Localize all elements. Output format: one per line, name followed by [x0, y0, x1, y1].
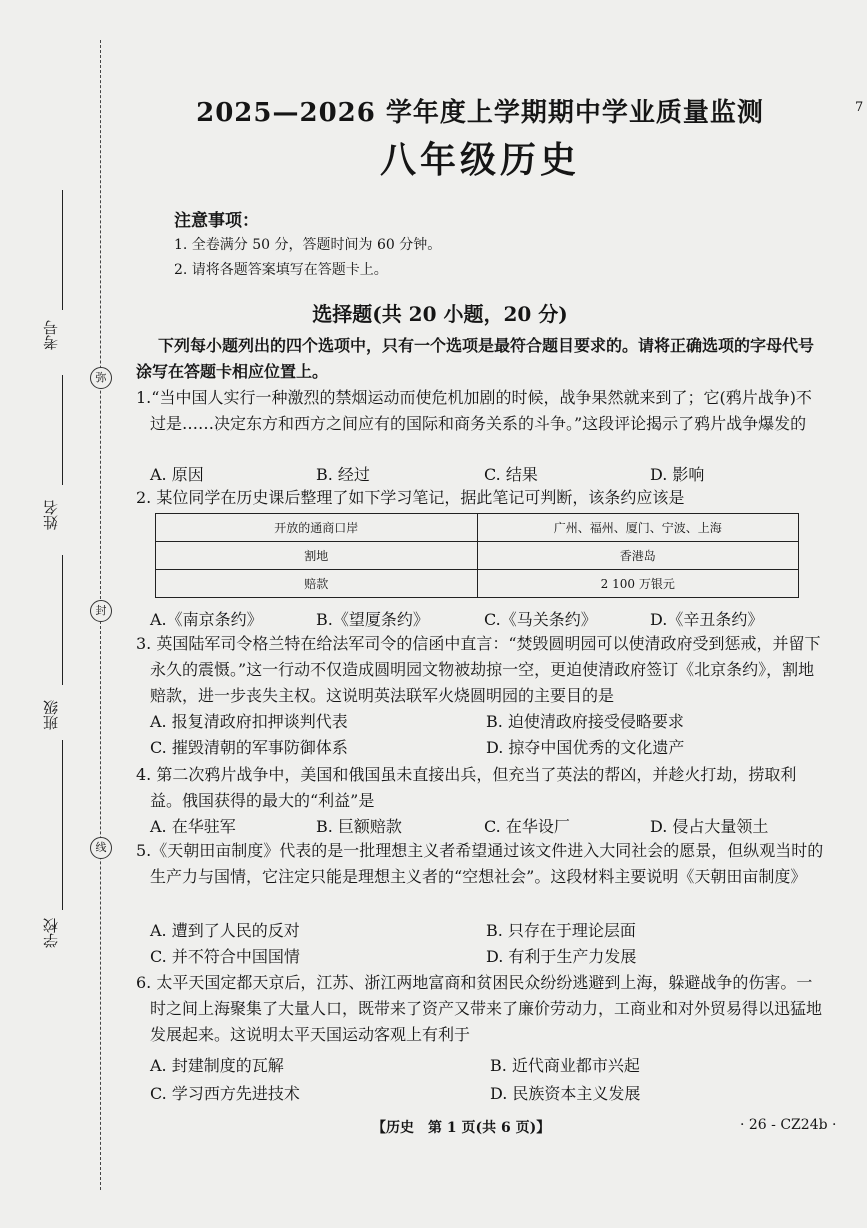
exam-number-line [62, 190, 63, 310]
page-number: 【历史 第 1 页(共 6 页)】 [372, 1120, 551, 1136]
option-d: D.《辛丑条约》 [650, 610, 764, 629]
notice-item: 2. 请将各题答案填写在答题卡上。 [174, 262, 388, 278]
option-b: B. 迫使清政府接受侵略要求 [486, 712, 684, 731]
seal-mark-xian: 线 [90, 837, 112, 859]
option-c: C. 在华设厂 [484, 817, 570, 836]
exam-number-label: 考号 [42, 320, 60, 350]
question-text: 4. 第二次鸦片战争中，美国和俄国虽未直接出兵，但充当了英法的帮凶，并趁火打劫，捞取利益。俄国获得的最大的“利益”是 [136, 765, 797, 810]
question-4 [136, 762, 826, 814]
exam-title: 2025—2026 学年度上学期期中学业质量监测 [196, 98, 764, 128]
option-b: B. 巨额赔款 [316, 817, 402, 836]
option-d: D. 有利于生产力发展 [486, 947, 637, 966]
option-c: C. 并不符合中国国情 [150, 947, 300, 966]
option-c: C. 摧毁清朝的军事防御体系 [150, 738, 348, 757]
question-text: 3. 英国陆军司令格兰特在给法军司令的信函中直言：“焚毁圆明园可以使清政府受到惩戒，并留下永久的震慑。”这一行动不仅造成圆明园文物被劫掠一空，更迫使清政府签订《北京条约》，割地赔款，进一步丧失主权。这说明英法联军火烧圆明园的主要目的是 [136, 634, 821, 705]
question-text: 5.《天朝田亩制度》代表的是一批理想主义者希望通过该文件进入大同社会的愿景，但纵观当时的生产力与国情，它注定只能是理想主义者的“空想社会”。这段材料主要说明《天朝田亩制度》 [136, 841, 824, 886]
question-5 [136, 838, 826, 890]
exam-subject: 八年级历史 [379, 139, 580, 181]
table-cell: 开放的通商口岸 [156, 514, 478, 542]
table-cell: 赔款 [156, 570, 478, 598]
option-d: D. 影响 [650, 465, 705, 484]
option-d: D. 民族资本主义发展 [490, 1084, 641, 1103]
option-b: B. 经过 [316, 465, 370, 484]
option-b: B. 近代商业都市兴起 [490, 1056, 640, 1075]
option-c: C. 学习西方先进技术 [150, 1084, 300, 1103]
option-a: A. 报复清政府扣押谈判代表 [150, 712, 348, 731]
table-cell: 割地 [156, 542, 478, 570]
question-1 [136, 385, 826, 437]
name-label: 姓名 [42, 500, 60, 530]
table-cell: 香港岛 [477, 542, 799, 570]
corner-mark: 7 [855, 100, 864, 115]
option-c: C. 结果 [484, 465, 538, 484]
question-text: 1.“当中国人实行一种激烈的禁烟运动而使危机加剧的时候，战争果然就来到了；它(鸦片战争)不过是……决定东方和西方之间应有的国际和商务关系的斗争。”这段评论揭示了鸦片战争爆发的 [136, 388, 812, 433]
option-a: A. 原因 [150, 465, 204, 484]
question-text: 2. 某位同学在历史课后整理了如下学习笔记，据此笔记可判断，该条约应该是 [136, 488, 685, 507]
question-6 [136, 970, 826, 1048]
class-line [62, 555, 63, 685]
option-b: B. 只存在于理论层面 [486, 921, 636, 940]
table-cell: 2 100 万银元 [477, 570, 799, 598]
option-a: A. 封建制度的瓦解 [150, 1056, 284, 1075]
school-line [62, 740, 63, 910]
notice-heading: 注意事项： [174, 211, 259, 231]
option-a: A. 在华驻军 [150, 817, 236, 836]
table-row [156, 542, 799, 570]
question-2 [136, 485, 826, 511]
class-label: 班级 [42, 700, 60, 730]
section-instruction: 下列每小题列出的四个选项中，只有一个选项是最符合题目要求的。请将正确选项的字母代号涂写在答题卡相应位置上。 [136, 336, 815, 381]
notice-item: 1. 全卷满分 50 分，答题时间为 60 分钟。 [174, 237, 442, 253]
table-cell: 广州、福州、厦门、宁波、上海 [477, 514, 799, 542]
study-notes-table [155, 513, 799, 598]
seal-mark-mi: 弥 [90, 367, 112, 389]
option-c: C.《马关条约》 [484, 610, 597, 629]
name-line [62, 375, 63, 485]
paper-code: · 26 - CZ24b · [740, 1117, 837, 1133]
option-a: A.《南京条约》 [150, 610, 263, 629]
question-3 [136, 631, 826, 709]
table-row [156, 514, 799, 542]
school-label: 学校 [42, 918, 60, 948]
option-b: B.《望厦条约》 [316, 610, 429, 629]
section-title: 选择题(共 20 小题，20 分) [312, 302, 568, 326]
question-text: 6. 太平天国定都天京后，江苏、浙江两地富商和贫困民众纷纷逃避到上海，躲避战争的伤害。一时之间上海聚集了大量人口，既带来了资产又带来了廉价劳动力，工商业和对外贸易得以迅猛地发展起来。这说明太平天国运动客观上有利于 [136, 973, 823, 1044]
seal-mark-feng: 封 [90, 600, 112, 622]
option-d: D. 掠夺中国优秀的文化遗产 [486, 738, 685, 757]
option-a: A. 遭到了人民的反对 [150, 921, 300, 940]
option-d: D. 侵占大量领土 [650, 817, 769, 836]
table-row [156, 570, 799, 598]
